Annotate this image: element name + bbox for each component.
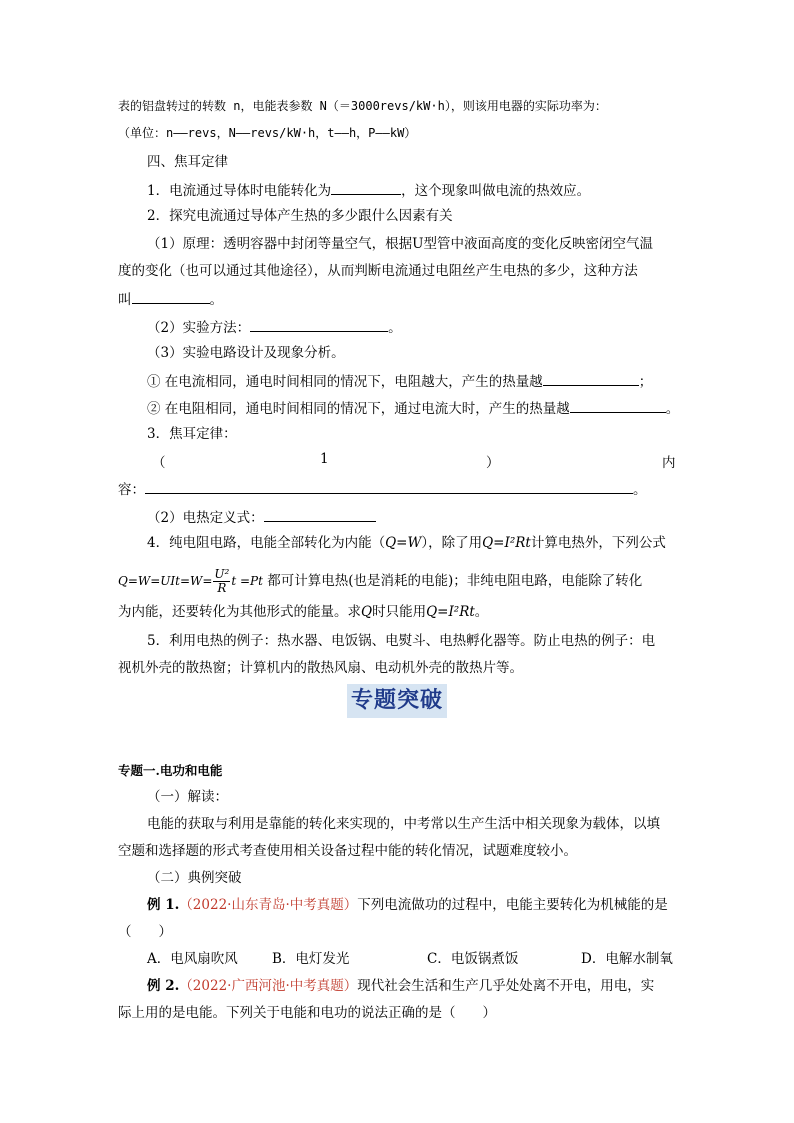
fill-blank <box>264 507 376 522</box>
example-1: 例 1.（2022·山东青岛·中考真题）下列电流做功的过程中，电能主要转化为机械能的是 <box>147 897 668 913</box>
fill-blank <box>570 398 666 413</box>
item-2-3: （3）实验电路设计及现象分析。 <box>147 345 345 361</box>
section-heading: 专题突破 <box>347 684 447 718</box>
item-2: 2．探究电流通过导体产生热的多少跟什么因素有关 <box>147 208 453 224</box>
item-4-line-1: 4．纯电阻电路，电能全部转化为内能（Q=W），除了用Q=I²Rt计算电热外，下列公式 <box>147 535 666 551</box>
item-4-line-2: Q=W=UIt=W= $\frac{\text{U²}}{R}$ t =Pt 都可计算电热(也是消耗的电能)；非纯电阻电路，电能除了转化 <box>118 567 643 595</box>
item-3-paren-row: （ 1 ） 内 <box>152 451 676 471</box>
item-4-line-3: 为内能，还要转化为其他形式的能量。求Q时只能用Q=I²Rt。 <box>118 604 489 620</box>
subtitle-examples: （二）典例突破 <box>147 870 242 886</box>
item-5-line-2: 视机外壳的散热窗；计算机内的散热风扇、电动机外壳的散热片等。 <box>118 660 523 676</box>
item-1: 1．电流通过导体时电能转化为 ，这个现象叫做电流的热效应。 <box>147 180 590 200</box>
example-source: （2022·山东青岛·中考真题） <box>179 897 358 913</box>
option-b: B．电灯发光 <box>272 951 350 967</box>
example-2: 例 2.（2022·广西河池·中考真题）现代社会生活和生产几乎处处离不开电，用电，实 <box>147 978 655 994</box>
topic-title: 专题一.电功和电能 <box>118 763 223 778</box>
fill-blank <box>250 317 388 332</box>
item-2-1-line-3: 叫 。 <box>118 289 223 309</box>
item-3-content: 容： 。 <box>118 479 647 499</box>
fill-blank <box>132 289 210 304</box>
subtitle-interpretation: （一）解读： <box>147 789 228 805</box>
section-title: 四、焦耳定律 <box>147 154 228 170</box>
fill-blank <box>145 479 633 494</box>
option-d: D．电解水制氧 <box>581 951 673 967</box>
item-2-3-b: ② 在电阻相同，通电时间相同的情况下，通过电流大时，产生的热量越 。 <box>147 398 679 418</box>
example-2-line-2: 际上用的是电能。下列关于电能和电功的说法正确的是（ ） <box>118 1005 496 1021</box>
fill-blank <box>543 371 639 386</box>
desc-line-2: 空题和选择题的形式考查使用相关设备过程中能的转化情况，试题难度较小。 <box>118 843 577 859</box>
item-2-1-line-1: （1）原理：透明容器中封闭等量空气，根据U型管中液面高度的变化反映密闭空气温 <box>147 236 653 252</box>
option-a: A．电风扇吹风 <box>147 951 238 967</box>
example-1-paren: （ ） <box>118 924 172 940</box>
item-2-3-a: ① 在电流相同，通电时间相同的情况下，电阻越大，产生的热量越 ； <box>147 371 652 391</box>
item-3-2: （2）电热定义式： <box>147 507 376 527</box>
option-c: C．电饭锅煮饭 <box>427 951 519 967</box>
item-2-1-line-2: 度的变化（也可以通过其他途径），从而判断电流通过电阻丝产生电热的多少，这种方法 <box>118 263 638 279</box>
item-2-2: （2）实验方法： 。 <box>147 317 402 337</box>
power-line-2: （单位：n——revs，N——revs/kW·h，t——h，P——kW） <box>118 126 417 140</box>
fill-blank <box>331 180 401 195</box>
fraction: $\frac{\text{U²}}{R}$ <box>214 567 230 595</box>
desc-line-1: 电能的获取与利用是靠能的转化来实现的，中考常以生产生活中相关现象为载体，以填 <box>147 816 660 832</box>
example-source: （2022·广西河池·中考真题） <box>179 978 358 994</box>
item-3: 3．焦耳定律： <box>147 426 237 442</box>
power-line-1: 表的铝盘转过的转数 n，电能表参数 N（＝3000revs/kW·h），则该用电器的实际功率为： <box>118 99 607 113</box>
item-5-line-1: 5．利用电热的例子：热水器、电饭锅、电熨斗、电热孵化器等。防止电热的例子：电 <box>147 633 656 649</box>
